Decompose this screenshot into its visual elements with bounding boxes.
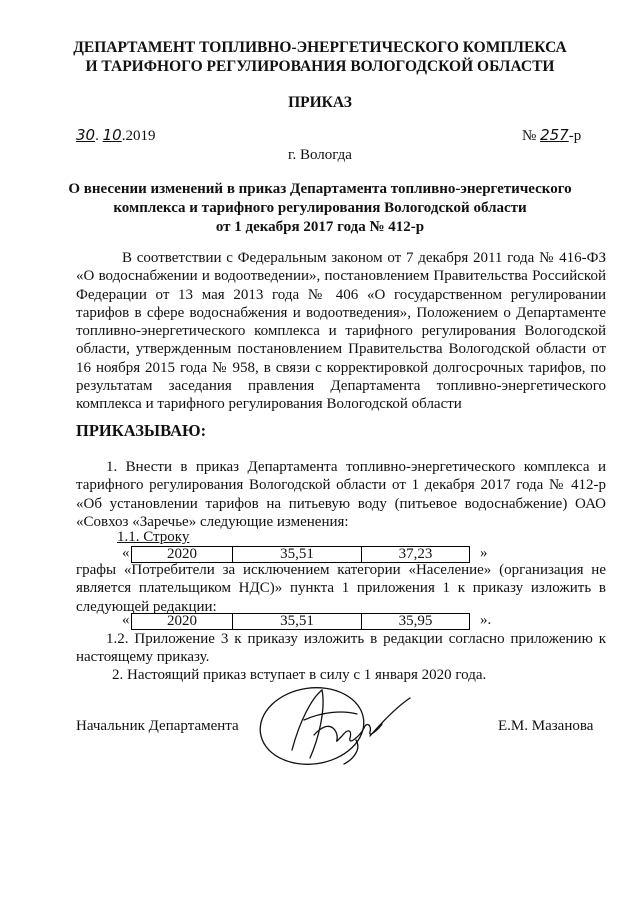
cell-year: 2020 xyxy=(132,547,233,563)
tariff-row-new xyxy=(131,613,470,630)
cell-value-2: 37,23 xyxy=(362,547,470,563)
item-1-1-label: 1.1. Строку xyxy=(117,529,190,545)
item-1-2: 1.2. Приложение 3 к приказу изложить в редакции согласно приложению к настоящему приказу. xyxy=(76,631,606,666)
signatory-name: Е.М. Мазанова xyxy=(498,718,594,734)
city: г. Вологда xyxy=(288,147,352,163)
quote-open-1: « xyxy=(122,545,130,561)
order-word: ПРИКАЗЫВАЮ: xyxy=(76,421,207,440)
order-title: О внесении изменений в приказ Департамента топливно-энергетического комплекса и тарифного регулирования Вологодской области от 1 декабря 2017 года № 412-р xyxy=(68,181,572,235)
handwritten-day: 30 xyxy=(76,126,96,144)
handwritten-number: 257 xyxy=(540,126,569,144)
header-line-2: И ТАРИФНОГО РЕГУЛИРОВАНИЯ ВОЛОГОДСКОЙ ОБЛАСТИ xyxy=(85,58,555,75)
mid-text: графы «Потребители за исключением категории «Население» (организация не является плательщиком НДС)» пункта 1 приложения 1 к приказу изложить в следующей редакции: xyxy=(76,562,606,615)
order-number: № 257-р xyxy=(522,126,582,144)
year: 2019 xyxy=(125,128,156,144)
signatory-position: Начальник Департамента xyxy=(76,718,239,734)
cell-value-1: 35,51 xyxy=(233,547,362,563)
cell-value-1: 35,51 xyxy=(233,614,362,630)
doc-type: ПРИКАЗ xyxy=(288,94,352,111)
cell-value-2: 35,95 xyxy=(362,614,470,630)
preamble-paragraph: В соответствии с Федеральным законом от 7 декабря 2011 года № 416-ФЗ «О водоснабжении и водоотведении», постановлением Правительства Российской Федерации от 13 мая 2013 года № 406 «О государственном регулировании тарифов в сфере водоснабжения и водоотведения», Положением о Департаменте топливно-энергетического комплекса и тарифного регулирования Вологодской области, утвержденным постановлением Правительства Вологодской области от 16 ноября 2015 года № 958, в связи с корректировкой долгосрочных тарифов, по результатам заседания правления Департамента топливно-энергетического комплекса и тарифного регулирования Вологодской области xyxy=(76,250,606,413)
quote-close-2: ». xyxy=(480,612,492,628)
cell-year: 2020 xyxy=(132,614,233,630)
handwritten-month: 10 xyxy=(102,126,122,144)
quote-close-1: » xyxy=(480,545,488,561)
quote-open-2: « xyxy=(122,612,130,628)
item-1: 1. Внести в приказ Департамента топливно-энергетического комплекса и тарифного регулирования Вологодской области от 1 декабря 2017 года № 412-р «Об установлении тарифов на питьевую воду (питьевое водоснабжение) ОАО «Совхоз «Заречье» следующие изменения: xyxy=(76,459,606,530)
item-2: 2. Настоящий приказ вступает в силу с 1 января 2020 года. xyxy=(112,667,487,683)
header-line-1: ДЕПАРТАМЕНТ ТОПЛИВНО-ЭНЕРГЕТИЧЕСКОГО КОМПЛЕКСА xyxy=(73,39,567,56)
handwritten-signature xyxy=(252,680,422,775)
order-date: 30. 10.2019 xyxy=(76,126,156,144)
department-header xyxy=(60,38,580,76)
